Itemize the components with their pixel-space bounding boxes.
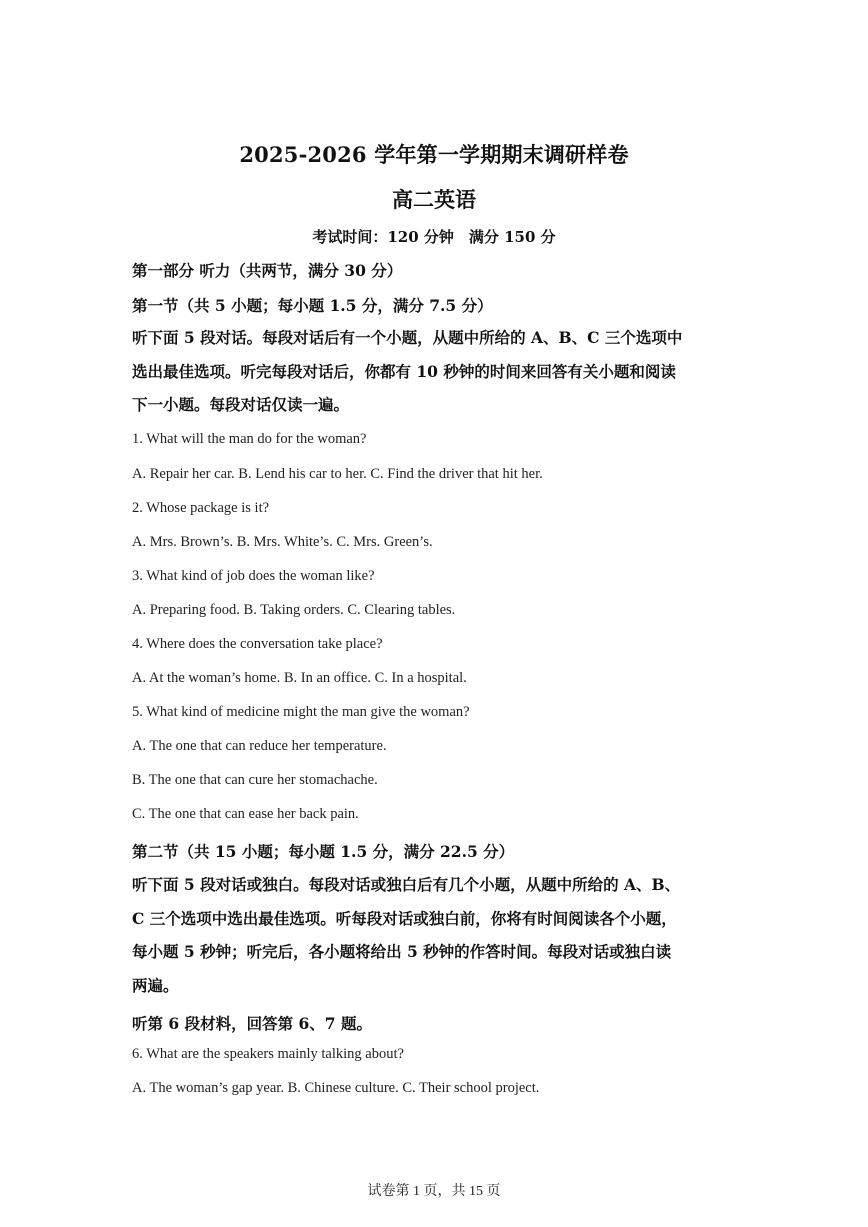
question-2-stem: 2. Whose package is it? [132, 500, 270, 516]
instruction-line: 听下面 5 段对话。每段对话后有一个小题，从题中所给的 A、B、C 三个选项中 [132, 328, 683, 347]
instruction-line: 下一小题。每段对话仅读一遍。 [132, 395, 350, 414]
question-5-option-b: B. The one that can cure her stomachache. [132, 772, 378, 788]
material-6-heading: 听第 6 段材料，回答第 6、7 题。 [132, 1014, 372, 1033]
part1-heading: 第一部分 听力（共两节，满分 30 分） [132, 261, 403, 280]
question-5-stem: 5. What kind of medicine might the man give the woman? [132, 704, 470, 720]
question-6-options: A. The woman’s gap year. B. Chinese culture. C. Their school project. [132, 1080, 540, 1096]
question-1-options: A. Repair her car. B. Lend his car to her. C. Find the driver that hit her. [132, 466, 543, 482]
page-footer: 试卷第 1 页，共 15 页 [367, 1184, 501, 1199]
exam-info: 考试时间：120 分钟 满分 150 分 [312, 228, 556, 246]
question-4-options: A. At the woman’s home. B. In an office. C. In a hospital. [132, 670, 467, 686]
question-5-option-a: A. The one that can reduce her temperature. [132, 738, 387, 754]
instruction-line: 听下面 5 段对话或独白。每段对话或独白后有几个小题，从题中所给的 A、B、 [132, 875, 681, 894]
section2-heading: 第二节（共 15 小题；每小题 1.5 分，满分 22.5 分） [132, 842, 515, 861]
exam-subject: 高二英语 [392, 187, 476, 212]
question-3-stem: 3. What kind of job does the woman like? [132, 568, 375, 584]
question-5-option-c: C. The one that can ease her back pain. [132, 806, 359, 822]
question-4-stem: 4. Where does the conversation take place? [132, 636, 383, 652]
question-6-stem: 6. What are the speakers mainly talking about? [132, 1046, 404, 1062]
instruction-line: 选出最佳选项。听完每段对话后，你都有 10 秒钟的时间来回答有关小题和阅读 [132, 361, 676, 381]
question-1-stem: 1. What will the man do for the woman? [132, 431, 367, 447]
question-2-options: A. Mrs. Brown’s. B. Mrs. White’s. C. Mrs. Green’s. [132, 534, 433, 550]
instruction-line: 两遍。 [132, 975, 179, 995]
section2-instructions [132, 868, 742, 1002]
question-3-options: A. Preparing food. B. Taking orders. C. Clearing tables. [132, 602, 456, 618]
exam-title: 2025-2026 学年第一学期期末调研样卷 [239, 142, 629, 167]
section1-heading: 第一节（共 5 小题；每小题 1.5 分，满分 7.5 分） [132, 296, 493, 315]
instruction-line: 每小题 5 秒钟；听完后，各小题将给出 5 秒钟的作答时间。每段对话或独白读 [132, 942, 672, 961]
section1-instructions [132, 321, 742, 422]
instruction-line: C 三个选项中选出最佳选项。听每段对话或独白前，你将有时间阅读各个小题， [132, 908, 677, 928]
